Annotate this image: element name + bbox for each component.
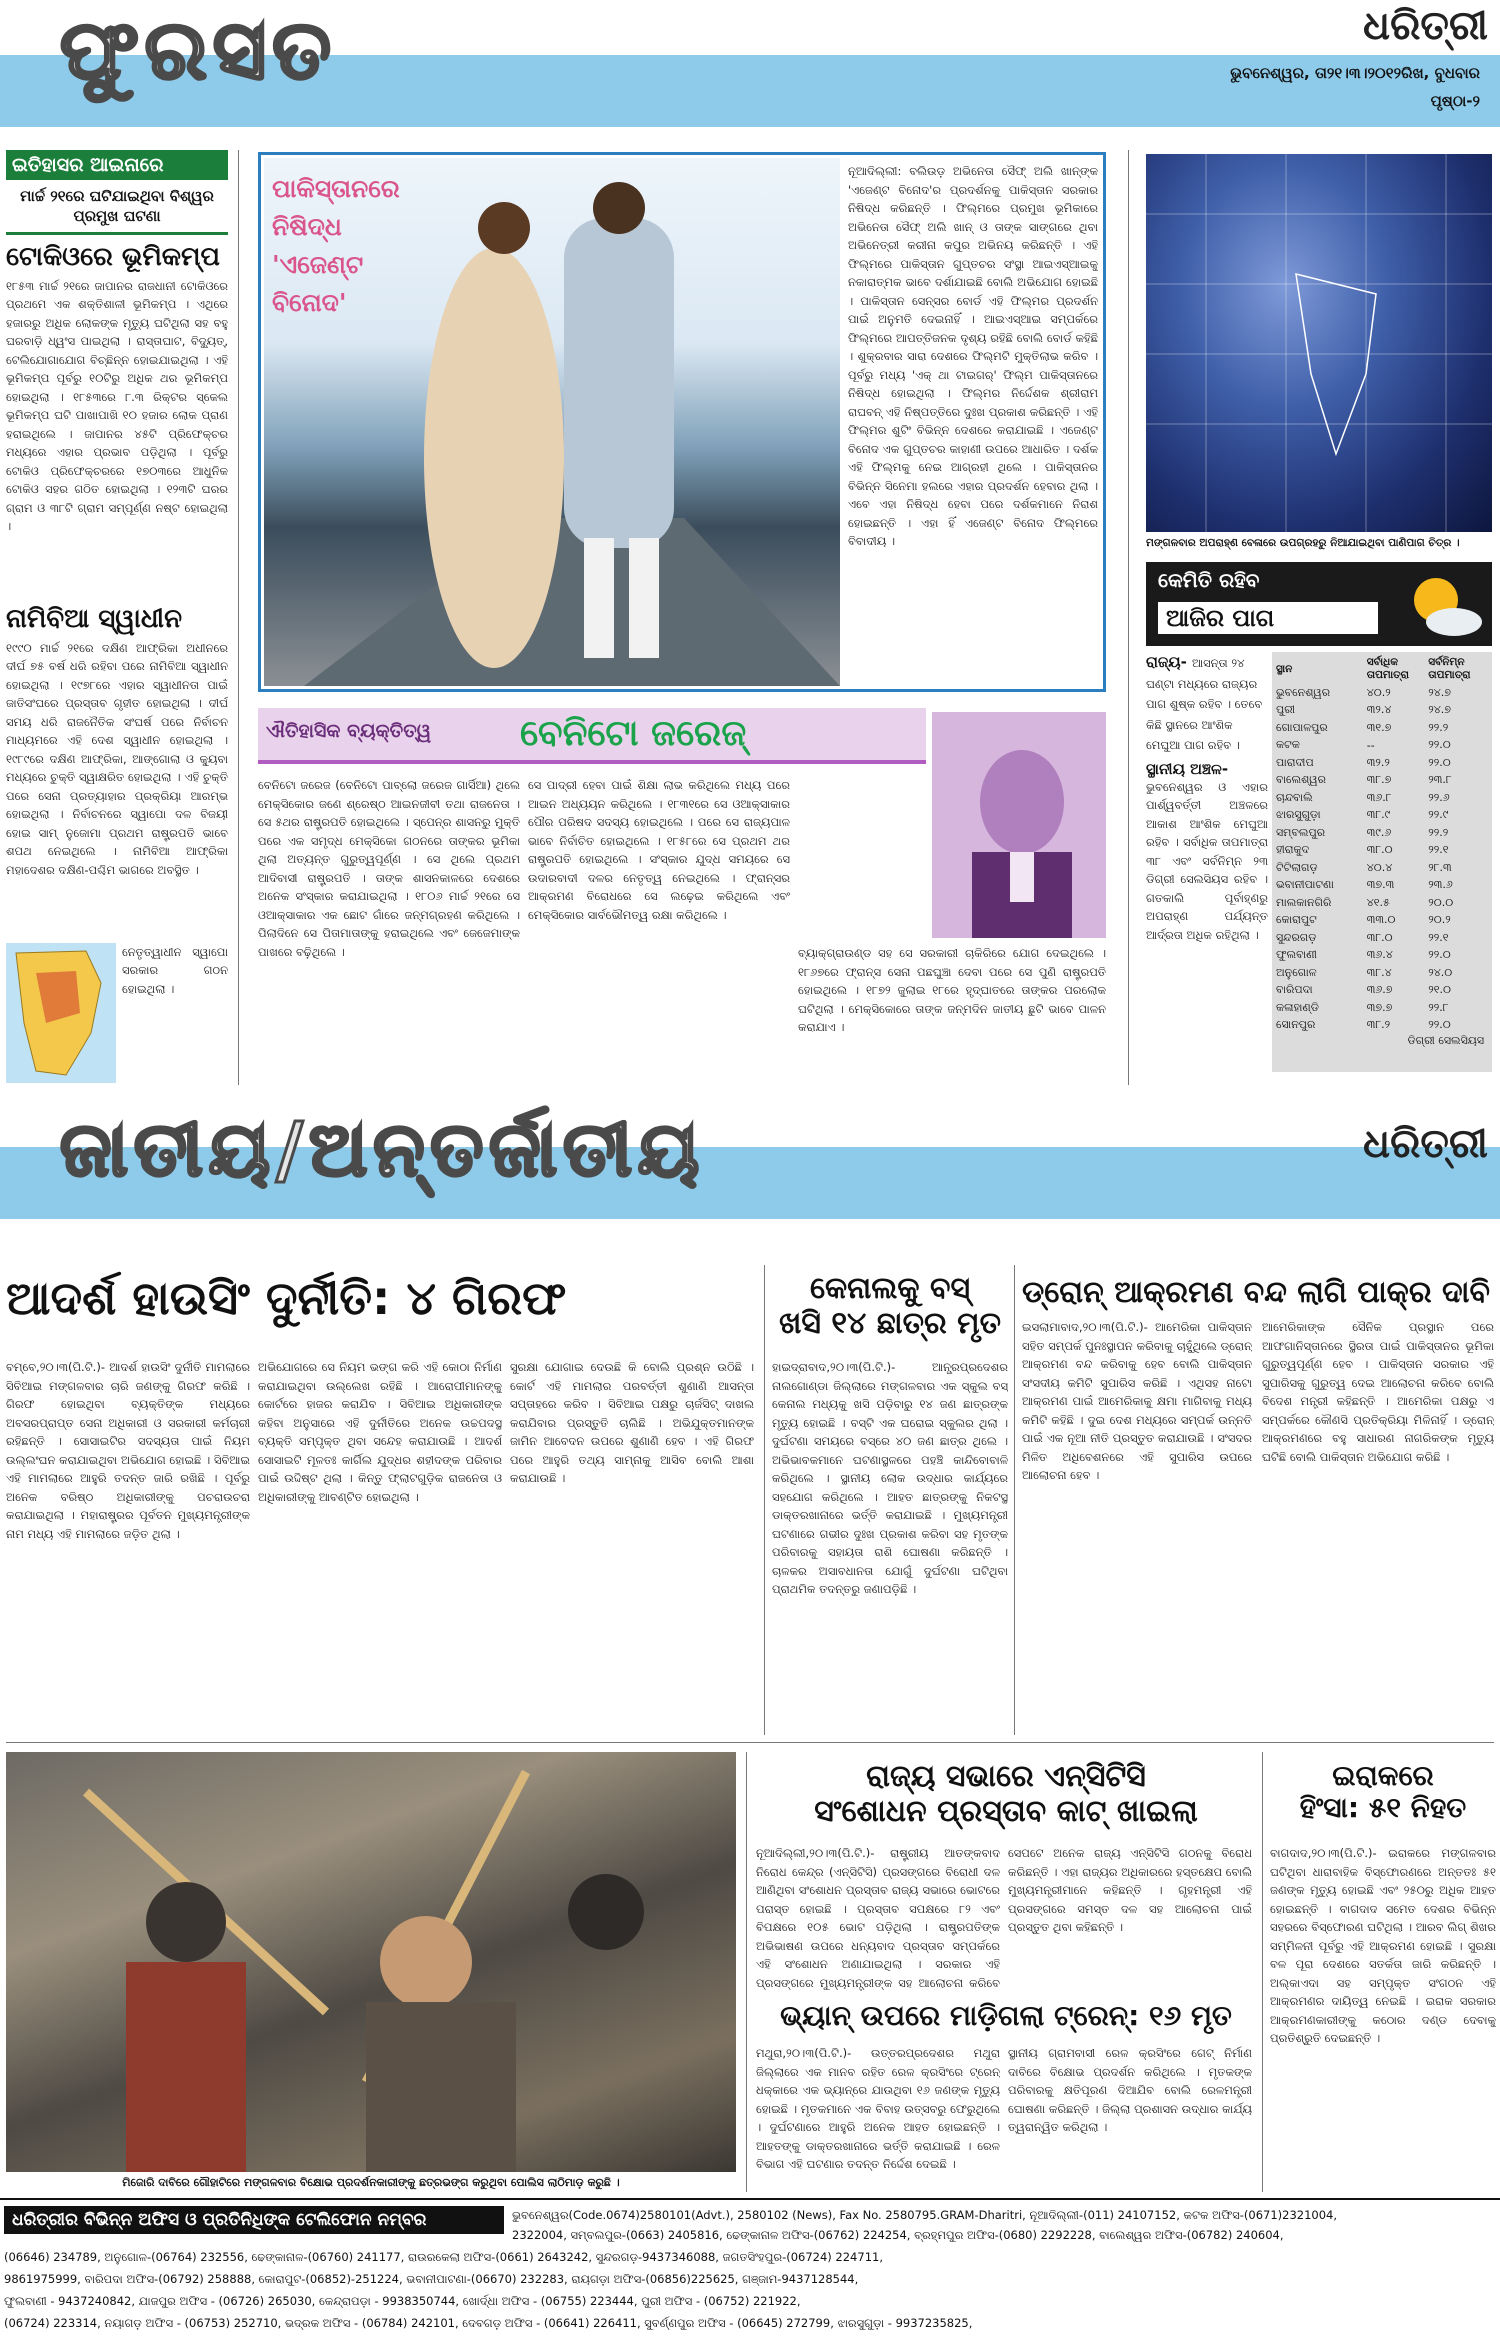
- canal-body: ହାଇଦ୍ରାବାଦ,୨୦।୩(ପି.ଟି.)- ଆନ୍ଧ୍ରପ୍ରଦେଶର ନାଲଗୋଣ୍ଡା ଜିଲ୍ଲାରେ ମଙ୍ଗଳବାର ଏକ ସ୍କୁଲ ବସ୍‌ କେନାଲ ମଧ୍ୟକୁ ଖସି ପଡ଼ିବାରୁ ୧୪ ଜଣ ଛାତ୍ରଙ୍କ ମୃତ୍ୟୁ ହୋଇଛି । ବସ୍‌ଟି ଏକ ଘରୋଇ ସ୍କୁଲର ଥିଲା । ଦୁର୍ଘଟଣା ସମୟରେ ବସ୍‌ରେ ୪୦ ଜଣ ଛାତ୍ର ଥିଲେ । ଅଭିଭାବକମାନେ ଘଟଣାସ୍ଥଳରେ ପହଞ୍ଚି କାନ୍ଦିବୋବାଳି କରିଥିଲେ । ସ୍ଥାନୀୟ ଲୋକ ଉଦ୍ଧାର କାର୍ଯ୍ୟରେ ସହଯୋଗ କରିଥିଲେ । ଆହତ ଛାତ୍ରଙ୍କୁ ନିକଟସ୍ଥ ଡାକ୍ତରଖାନାରେ ଭର୍ତ୍ତି କରାଯାଇଛି । ମୁଖ୍ୟମନ୍ତ୍ରୀ ଘଟଣାରେ ଗଭୀର ଦୁଃଖ ପ୍ରକାଶ କରିବା ସହ ମୃତଙ୍କ ପରିବାରକୁ ସହାୟତା ରାଶି ଘୋଷଣା କରିଛନ୍ତି । ଚାଳକର ଅସାବଧାନତା ଯୋଗୁଁ ଦୁର୍ଘଟଣା ଘଟିଥିବା ପ୍ରାଥମିକ ତଦନ୍ତରୁ ଜଣାପଡ଼ିଛି ।: [772, 1360, 1008, 1596]
- historical-tag: ଐତିହାସିକ ବ୍ୟକ୍ତିତ୍ୱ: [266, 720, 432, 742]
- weather-min: ୨୨.୦: [1428, 738, 1451, 752]
- rajya-headline-line1: ରାଜ୍ୟ ସଭାରେ ଏନ୍‌ସିଟିସି: [866, 1759, 1146, 1794]
- weather-max: ୩୮.୦: [1366, 930, 1393, 944]
- weather-max: ୩୬.୭: [1366, 983, 1393, 997]
- weather-min: ୨୨.୦: [1428, 1018, 1451, 1032]
- weather-place: ପୁରୀ: [1276, 703, 1295, 717]
- weather-rows: [1274, 684, 1490, 1034]
- weather-text: [1146, 652, 1268, 1072]
- van-headline: ଭ୍ୟାନ୍‌ ଉପରେ ମାଡ଼ିଗଲା ଟ୍ରେନ୍‌: ୧୬ ମୃତ: [780, 1999, 1232, 2032]
- weather-min: ୨୨.୬: [1428, 790, 1450, 804]
- sun-cloud-icon: [1396, 564, 1486, 644]
- weather-max: ୩୩.୦: [1366, 913, 1396, 927]
- weather-row: [1274, 824, 1490, 842]
- rajya-headline: [756, 1760, 1256, 1829]
- weather-min: ୨୨.୦: [1428, 948, 1451, 962]
- temperature-unit-note: ଡିଗ୍ରୀ ସେଲସିୟସ: [1407, 1034, 1484, 1047]
- weather-place: ସୋନପୁର: [1276, 1018, 1316, 1032]
- weather-place: ଭବାନୀପାଟଣା: [1276, 878, 1334, 892]
- weather-row: [1274, 947, 1490, 965]
- namibia-map-image: [6, 943, 116, 1083]
- satellite-grid: [1146, 154, 1492, 532]
- weather-place: ଫୁଲବାଣୀ: [1276, 948, 1317, 962]
- weather-row: [1274, 807, 1490, 825]
- weather-place: ଝାରସୁଗୁଡ଼ା: [1276, 808, 1321, 822]
- iraq-headline-line1: ଇରାକରେ: [1332, 1759, 1434, 1792]
- weather-place: ହୀରାକୁଦ: [1276, 843, 1310, 857]
- weather-place: ଅନୁଗୋଳ: [1276, 965, 1317, 979]
- weather-min: ୨୨.୮: [1428, 1000, 1449, 1014]
- historical-col1: ବେନିଟୋ ଜରେଜ (ବେନିଟୋ ପାବ୍‌ଲୋ ଜରେଜ ଗାର୍ସିଆ) ଥିଲେ ମେକ୍ସିକୋର ଜଣେ ଶ୍ରେଷ୍ଠ ଆଇନଜୀବୀ ତଥା ରାଜନେତା । ସେ ୫ଥର ରାଷ୍ଟ୍ରପତି ହୋଇଥିଲେ । ସ୍ପେନ୍‌ର ଶାସନରୁ ମୁକ୍ତି ପରେ ଏକ ସମୃଦ୍ଧ ମେକ୍ସିକୋ ଗଠନରେ ତାଙ୍କର ଭୂମିକା ଥିଲା ଅତ୍ୟନ୍ତ ଗୁରୁତ୍ୱପୂର୍ଣ୍ଣ । ସେ ଥିଲେ ପ୍ରଥମ ଆଦିବାସୀ ରାଷ୍ଟ୍ରପତି । ତାଙ୍କ ଶାସନକାଳରେ ଦେଶରେ ଅନେକ ସଂସ୍କାର କରାଯାଇଥିଲା । ୧୮୦୬ ମାର୍ଚ୍ଚ ୨୧ରେ ସେ ଓଆକ୍ସାକାର ଏକ ଛୋଟ ଗାଁରେ ଜନ୍ମଗ୍ରହଣ କରିଥିଲେ । ପିଲାଦିନେ ସେ ପିତାମାତାଙ୍କୁ ହରାଇଥିଲେ ଏବଂ ଜେଜେମାଙ୍କ ପାଖରେ ବଢ଼ିଥିଲେ ।: [258, 778, 520, 959]
- weather-place: ଚାନ୍ଦବାଲି: [1276, 790, 1313, 804]
- weather-max: ୪୧.୫: [1366, 895, 1390, 909]
- weather-place: ପାରାଦୀପ: [1276, 755, 1314, 769]
- section-title-phurasata: ଫୁରସତ: [60, 2, 337, 98]
- weather-table: [1274, 654, 1490, 1034]
- section-title-national: ଜାତୀୟ/ଅନ୍ତର୍ଜାତୀୟ: [60, 1107, 706, 1193]
- drone-col1: ଇସଲାମାବାଦ,୨୦।୩(ପି.ଟି.)- ଆମେରିକା ପାକିସ୍ତାନ ସହିତ ସମ୍ପର୍କ ପୁନଃସ୍ଥାପନ କରିବାକୁ ଚାହୁଁଥିଲେ ଡ୍ରୋନ୍‌ ଆକ୍ରମଣ ବନ୍ଦ କରିବାକୁ ହେବ ବୋଲି ପାକିସ୍ତାନ ସଂସଦୀୟ କମିଟି ସୁପାରିସ କରିଛି । ଏଥିସହ ନାଟୋ ଆକ୍ରମଣ ପାଇଁ ଆମେରିକାକୁ କ୍ଷମା ମାଗିବାକୁ ମଧ୍ୟ କମିଟି କହିଛି । ଦୁଇ ଦେଶ ମଧ୍ୟରେ ସମ୍ପର୍କ ଉନ୍ନତି ପାଇଁ ଏକ ନୂଆ ନୀତି ପ୍ରସ୍ତୁତ କରାଯାଉଛି । ସଂସଦର ମିଳିତ ଅଧିବେଶନରେ ଏହି ସୁପାରିସ ଉପରେ ଆଲୋଚନା ହେବ ।: [1022, 1320, 1252, 1482]
- weather-max: ୩୮.୪: [1366, 965, 1392, 979]
- local-label: ସ୍ଥାନୀୟ ଅଞ୍ଚଳ-: [1146, 759, 1229, 778]
- historical-name: ବେନିଟୋ ଜରେଜ୍: [520, 713, 747, 754]
- adarsh-col1: ବମ୍ବେ,୨୦।୩(ପି.ଟି.)- ଆଦର୍ଶ ହାଉସିଂ ଦୁର୍ନୀତି ମାମଲାରେ ସିବିଆଇ ମଙ୍ଗଳବାର ଚାରି ଜଣଙ୍କୁ ଗିରଫ କରିଛି । ଗିରଫ ହୋଇଥିବା ବ୍ୟକ୍ତିଙ୍କ ମଧ୍ୟରେ ଅବସରପ୍ରାପ୍ତ ସେନା ଅଧିକାରୀ ଓ ସରକାରୀ କର୍ମଚାରୀ ରହିଛନ୍ତି । ସୋସାଇଟିର ସଦସ୍ୟତା ପାଇଁ ନିୟମ ଉଲ୍ଲଂଘନ କରାଯାଇଥିବା ଅଭିଯୋଗ ହୋଇଛି । ସିବିଆଇ ଏହି ମାମଲାରେ ଆହୁରି ତଦନ୍ତ ଜାରି ରଖିଛି । ପୂର୍ବରୁ ଅନେକ ବରିଷ୍ଠ ଅଧିକାରୀଙ୍କୁ ପଚରାଉଚରା କରାଯାଇଥିଲା । ମହାରାଷ୍ଟ୍ରର ପୂର୍ବତନ ମୁଖ୍ୟମନ୍ତ୍ରୀଙ୍କ ନାମ ମଧ୍ୟ ଏହି ମାମଲାରେ ଜଡ଼ିତ ଥିଲା ।: [6, 1360, 250, 1541]
- rajya-headline-line2: ସଂଶୋଧନ ପ୍ରସ୍ତାବ କାଟ୍‌ ଖାଇଲା: [814, 1793, 1198, 1829]
- weather-min: ୨୪.୦: [1428, 965, 1453, 979]
- weather-title-line1: କେମିତି ରହିବ: [1158, 568, 1260, 592]
- weather-row: [1274, 912, 1490, 930]
- iraq-headline-line2: ହିଂସା: ୫୧ ନିହତ: [1299, 1791, 1467, 1825]
- adarsh-col3: ସୁରକ୍ଷା ଯୋଗାଇ ଦେଉଛି କି ବୋଲି ପ୍ରଶ୍ନ ଉଠିଛି । କୋର୍ଟ ଏହି ମାମଲାର ପରବର୍ତ୍ତୀ ଶୁଣାଣି ଆସନ୍ତା ସପ୍ତାହରେ କରିବ । ସିବିଆଇ ପକ୍ଷରୁ ଚାର୍ଜସିଟ୍‌ ଦାଖଲ କରାଯିବାର ପ୍ରସ୍ତୁତି ଚାଲିଛି । ଅଭିଯୁକ୍ତମାନଙ୍କ ଜାମିନ ଆବେଦନ ଉପରେ ଶୁଣାଣି ହେବ । ଏହି ଗିରଫ ପରେ ଆହୁରି ତଥ୍ୟ ସାମ୍ନାକୁ ଆସିବ ବୋଲି ଆଶା କରାଯାଉଛି ।: [510, 1360, 754, 1485]
- col-min: ସର୍ବନିମ୍ନ ତାପମାତ୍ରା: [1428, 656, 1471, 681]
- historical-col3: ବ୍ୟାକ୍‌ଗ୍ରାଉଣ୍ଡ ସହ ସେ ସରକାରୀ ଚାକିରିରେ ଯୋଗ ଦେଇଥିଲେ । ୧୮୬୭ରେ ଫ୍ରାନ୍ସ ସେନା ପଛଘୁଞ୍ଚା ଦେବା ପରେ ସେ ପୁଣି ରାଷ୍ଟ୍ରପତି ହୋଇଥିଲେ । ୧୮୭୨ ଜୁଲାଇ ୧୮ରେ ହୃଦ୍‌ଘାତରେ ତାଙ୍କର ପରଲୋକ ଘଟିଥିଲା । ମେକ୍ସିକୋରେ ତାଙ୍କ ଜନ୍ମଦିନ ଜାତୀୟ ଛୁଟି ଭାବେ ପାଳନ କରାଯାଏ ।: [798, 946, 1106, 1034]
- drone-headline: ଡ୍ରୋନ୍‌ ଆକ୍ରମଣ ବନ୍ଦ ଲାଗି ପାକ୍‌ର ଦାବି: [1022, 1275, 1490, 1310]
- weather-place: ସମ୍ବଲପୁର: [1276, 825, 1326, 839]
- history-subheading: ମାର୍ଚ୍ଚ ୨୧ରେ ଘଟିଯାଇଥିବା ବିଶ୍ୱର ପ୍ରମୁଖ ଘଟଣା: [6, 180, 228, 235]
- brand-logo-2: ଧରିତ୍ରୀ: [1363, 1120, 1488, 1167]
- column-rule: [1262, 1752, 1263, 2192]
- weather-min: ୨୨.୨: [1428, 720, 1449, 734]
- weather-min: ୨୨.୯: [1428, 808, 1449, 822]
- weather-max: ୩୮.୯: [1366, 808, 1391, 822]
- footer-line6: (06724) 223314, ନୟାଗଡ଼ ଅଫିସ - (06753) 252710, ଭଦ୍ରକ ଅଫିସ - (06784) 242101, ଦେବଗଡ଼ ଅଫିସ - (06641) 226411, ସୁବର୍ଣ୍ଣପୁର ଅଫିସ - (06645) 272799, ଝାରସୁଗୁଡ଼ା - 9937235825,: [4, 2316, 973, 2330]
- column-rule: [764, 1265, 765, 1735]
- section-rule: [6, 1742, 1494, 1743]
- weather-max: ୪୦.୪: [1366, 860, 1393, 874]
- weather-row: [1274, 964, 1490, 982]
- col-max: ସର୍ବାଧିକ ତାପମାତ୍ରା: [1366, 656, 1410, 681]
- weather-place: କଟକ: [1276, 738, 1300, 752]
- weather-row: [1274, 894, 1490, 912]
- weather-place: ଟିଟିଲାଗଡ଼: [1276, 860, 1318, 874]
- weather-row: [1274, 737, 1490, 755]
- news-photo: [6, 1752, 736, 2172]
- weather-max: ୩୮.୭: [1366, 773, 1392, 787]
- weather-min: ୨୨.୦: [1428, 755, 1451, 769]
- weather-row: [1274, 929, 1490, 947]
- footer-line4: 9861975999, ବାରିପଦା ଅଫିସ-(06792) 258888, କୋରାପୁଟ-(06852)-251224, ଭବାନୀପାଟଣା-(06670) 232283, ରାୟଗଡ଼ା ଅଫିସ-(06856)225625, ଗଞ୍ଜାମ-9437128544,: [4, 2272, 859, 2286]
- feature-headline-line4: ବିନୋଦ': [272, 288, 347, 317]
- drone-col2: ଆମେରିକାଙ୍କ ସୈନିକ ପ୍ରସ୍ଥାନ ପରେ ଆଫଗାନିସ୍ତାନରେ ସ୍ଥିରତା ପାଇଁ ପାକିସ୍ତାନର ଭୂମିକା ଗୁରୁତ୍ୱପୂର୍ଣ୍ଣ ହେବ । ପାକିସ୍ତାନ ସରକାର ଏହି ସୁପାରିସକୁ ଗୁରୁତ୍ୱ ଦେଇ ଆଲୋଚନା କରିବେ ବୋଲି ବିଦେଶ ମନ୍ତ୍ରୀ କହିଛନ୍ତି । ଆମେରିକା ପକ୍ଷରୁ ଏ ସମ୍ପର୍କରେ କୌଣସି ପ୍ରତିକ୍ରିୟା ମିଳିନାହିଁ । ଡ୍ରୋନ୍‌ ଆକ୍ରମଣରେ ବହୁ ସାଧାରଣ ନାଗରିକଙ୍କ ମୃତ୍ୟୁ ଘଟିଛି ବୋଲି ପାକିସ୍ତାନ ଅଭିଯୋଗ କରିଛି ।: [1262, 1320, 1494, 1464]
- historical-col3-top: [798, 776, 924, 936]
- state-text: ଆସନ୍ତା ୨୪ ଘଣ୍ଟା ମଧ୍ୟରେ ରାଜ୍ୟର ପାଗ ଶୁଷ୍କ ରହିବ । ତେବେ କିଛି ସ୍ଥାନରେ ଆଂଶିକ ମେଘୁଆ ପାଗ ରହିବ ।: [1146, 656, 1263, 752]
- footer-line1: ଭୁବନେଶ୍ୱର(Code.0674)2580101(Advt.), 2580102 (News), Fax No. 2580795.GRAM-Dharitri, ନୂଆଦିଲ୍ଲୀ-(011) 24107152, କଟକ ଅଫିସ-(0671)2321004,: [512, 2208, 1338, 2222]
- footer-line3: (06646) 234789, ଅନୁଗୋଳ-(06764) 232556, ଢେଙ୍କାନାଳ-(06760) 241177, ରାଉରକେଲା ଅଫିସ-(0661) 2643242, ସୁନ୍ଦରଗଡ଼-9437346088, ଜଗତସିଂହପୁର-(06724) 224711,: [4, 2250, 883, 2264]
- news-photo-figures: [6, 1752, 736, 2172]
- weather-place: ସୁନ୍ଦରଗଡ଼: [1276, 930, 1317, 944]
- weather-max: ୩୯.୬: [1366, 825, 1392, 839]
- weather-place: ମାଲକାନଗିରି: [1276, 895, 1332, 909]
- satellite-image: [1146, 154, 1492, 532]
- footer-line2: 2322004, ସମ୍ବଲପୁର-(0663) 2405816, ଢେଙ୍କାନାଳ ଅଫିସ-(06762) 224254, ବ୍ରହ୍ମପୁର ଅଫିସ-(0680) 2292228, ବାଲେଶ୍ୱର ଅଫିସ-(06782) 240604,: [512, 2228, 1284, 2242]
- page-number: ପୃଷ୍ଠା-୨: [1430, 92, 1480, 110]
- dateline: ଭୁବନେଶ୍ୱର, ତା୨୧।୩।୨୦୧୨ରିଖ, ବୁଧବାର: [1230, 64, 1480, 82]
- weather-max: ୩୮.୦: [1366, 843, 1393, 857]
- weather-min: ୨୧.୦: [1428, 983, 1451, 997]
- weather-row: [1274, 842, 1490, 860]
- weather-max: --: [1366, 738, 1375, 752]
- iraq-body: ବାଗଦାଦ,୨୦।୩(ପି.ଟି.)- ଇରାକରେ ମଙ୍ଗଳବାର ଘଟିଥିବା ଧାରାବାହିକ ବିସ୍ଫୋରଣରେ ଅନ୍ତତଃ ୫୧ ଜଣଙ୍କ ମୃତ୍ୟୁ ହୋଇଛି ଏବଂ ୨୫୦ରୁ ଅଧିକ ଆହତ ହୋଇଛନ୍ତି । ବାଗଦାଦ ସମେତ ଦେଶର ବିଭିନ୍ନ ସହରରେ ବିସ୍ଫୋରଣ ଘଟିଥିଲା । ଆରବ ଲିଗ୍‌ ଶିଖର ସମ୍ମିଳନୀ ପୂର୍ବରୁ ଏହି ଆକ୍ରମଣ ହୋଇଛି । ସୁରକ୍ଷା ବଳ ପୂରା ଦେଶରେ ସତର୍କତା ଜାରି କରିଛନ୍ତି । ଅଲ୍‌କାଏଦା ସହ ସମ୍ପୃକ୍ତ ସଂଗଠନ ଏହି ଆକ୍ରମଣର ଦାୟିତ୍ୱ ନେଇଛି । ଇରାକ ସରକାର ଆକ୍ରମଣକାରୀଙ୍କୁ କଠୋର ଦଣ୍ଡ ଦେବାକୁ ପ୍ରତିଶ୍ରୁତି ଦେଇଛନ୍ତି ।: [1270, 1846, 1496, 2045]
- weather-min: ୨୦.୦: [1428, 895, 1454, 909]
- weather-row: [1274, 859, 1490, 877]
- history-heading: ଇତିହାସର ଆଇନାରେ: [6, 150, 228, 180]
- weather-title-line2: ଆଜିର ପାଗ: [1158, 602, 1378, 634]
- weather-place: ଗୋପାଳପୁର: [1276, 720, 1328, 734]
- adarsh-headline: ଆଦର୍ଶ ହାଉସିଂ ଦୁର୍ନୀତି: ୪ ଗିରଫ: [6, 1271, 567, 1325]
- footer-label: ଧରିତ୍ରୀର ବିଭିନ୍ନ ଅଫିସ ଓ ପ୍ରତିନିଧିଙ୍କ ଟେଲିଫୋନ ନମ୍ବର: [4, 2206, 504, 2234]
- news-photo-caption: ମିଜୋରି ଦାବିରେ ଗୌହାଟିରେ ମଙ୍ଗଳବାର ବିକ୍ଷୋଭ ପ୍ରଦର୍ଶନକାରୀଙ୍କୁ ଛତ୍ରଭଙ୍ଗ କରୁଥିବା ପୋଲିସ ଲାଠିମାଡ଼ କରୁଛି ।: [122, 2176, 620, 2189]
- adarsh-col2: ଅଭିଯୋଗରେ ସେ ନିୟମ ଭଙ୍ଗ କରି ଏହି କୋଠା ନିର୍ମାଣ କରାଯାଇଥିବା ଉଲ୍ଲେଖ ରହିଛି । ଆରୋପୀମାନଙ୍କୁ କୋର୍ଟରେ ହାଜର କରାଯିବ । ସିବିଆଇ ଅଧିକାରୀଙ୍କ କହିବା ଅନୁସାରେ ଏହି ଦୁର୍ନୀତିରେ ଅନେକ ଉଚ୍ଚପଦସ୍ଥ ବ୍ୟକ୍ତି ସମ୍ପୃକ୍ତ ଥିବା ସନ୍ଦେହ କରାଯାଉଛି । ଆଦର୍ଶ ସୋସାଇଟି ମୂଳତଃ କାର୍ଗିଲ ଯୁଦ୍ଧର ଶହୀଦଙ୍କ ପରିବାର ପାଇଁ ଉଦ୍ଦିଷ୍ଟ ଥିଲା । କିନ୍ତୁ ଫ୍ଲାଟଗୁଡ଼ିକ ରାଜନେତା ଓ ଅଧିକାରୀଙ୍କୁ ଆବଣ୍ଟିତ ହୋଇଥିଲା ।: [258, 1360, 502, 1504]
- canal-headline-line2: ଖସି ୧୪ ଛାତ୍ର ମୃତ: [778, 1305, 1001, 1341]
- namibia-map: [6, 943, 228, 1083]
- local-text: ଭୁବନେଶ୍ୱର ଓ ଏହାର ପାର୍ଶ୍ୱବର୍ତ୍ତୀ ଅଞ୍ଚଳରେ ଆକାଶ ଆଂଶିକ ମେଘୁଆ ରହିବ । ସର୍ବାଧିକ ତାପମାତ୍ରା ୩୮ ଏବଂ ସର୍ବନିମ୍ନ ୨୩ ଡିଗ୍ରୀ ସେଲସିୟସ ରହିବ । ଗତକାଲି ପୂର୍ବାହ୍ଣରୁ ଅପରାହ୍ଣ ପର୍ଯ୍ୟନ୍ତ ଆର୍ଦ୍ରତା ଅଧିକ ରହିଥିଲା ।: [1146, 779, 1268, 942]
- weather-row: [1274, 789, 1490, 807]
- weather-row: [1274, 772, 1490, 790]
- weather-min: ୨୮.୩: [1428, 860, 1452, 874]
- weather-place: ବାରିପଦା: [1276, 983, 1313, 997]
- van-col1: ମଥୁରା,୨୦।୩(ପି.ଟି.)- ଉତ୍ତରପ୍ରଦେଶର ମଥୁରା ଜିଲ୍ଲାରେ ଏକ ମାନବ ରହିତ ରେଳ କ୍ରସିଂରେ ଟ୍ରେନ୍‌ ଧକ୍କାରେ ଏକ ଭ୍ୟାନ୍‌ରେ ଯାଉଥିବା ୧୬ ଜଣଙ୍କ ମୃତ୍ୟୁ ହୋଇଛି । ମୃତକମାନେ ଏକ ବିବାହ ଉତ୍ସବରୁ ଫେରୁଥିଲେ । ଦୁର୍ଘଟଣାରେ ଆହୁରି ଅନେକ ଆହତ ହୋଇଛନ୍ତି । ଆହତଙ୍କୁ ଡାକ୍ତରଖାନାରେ ଭର୍ତ୍ତି କରାଯାଇଛି । ରେଳ ବିଭାଗ ଏହି ଘଟଣାର ତଦନ୍ତ ନିର୍ଦ୍ଦେଶ ଦେଇଛି ।: [756, 2046, 1000, 2171]
- feature-body: ନୂଆଦିଲ୍ଲୀ: ବଲିଉଡ଼ ଅଭିନେତା ସୈଫ୍‌ ଅଲି ଖାନ୍‌ଙ୍କ 'ଏଜେଣ୍ଟ ବିନୋଦ'ର ପ୍ରଦର୍ଶନକୁ ପାକିସ୍ତାନ ସରକାର ନିଷିଦ୍ଧ କରିଛନ୍ତି । ଫିଲ୍ମରେ ପ୍ରମୁଖ ଭୂମିକାରେ ଅଭିନେତା ସୈଫ୍‌ ଅଲି ଖାନ୍‌ ଓ ତାଙ୍କ ସାଙ୍ଗରେ ଥିବା ଅଭିନେତ୍ରୀ କରୀନା କପୁର ଅଭିନୟ କରିଛନ୍ତି । ଏହି ଫିଲ୍ମରେ ପାକିସ୍ତାନ ଗୁପ୍ତଚର ସଂସ୍ଥା ଆଇଏସ୍‌ଆଇକୁ ନକାରାତ୍ମକ ଭାବେ ଦର୍ଶାଯାଇଛି ବୋଲି ଅଭିଯୋଗ ହୋଇଛି । ପାକିସ୍ତାନ ସେନ୍ସର ବୋର୍ଡ ଏହି ଫିଲ୍ମର ପ୍ରଦର୍ଶନ ପାଇଁ ଅନୁମତି ଦେଇନାହିଁ । ଆଇଏସ୍‌ଆଇ ସମ୍ପର୍କରେ ଫିଲ୍ମରେ ଆପତ୍ତିଜନକ ଦୃଶ୍ୟ ରହିଛି ବୋଲି ବୋର୍ଡ କହିଛି । ଶୁକ୍ରବାର ସାରା ଦେଶରେ ଫିଲ୍ମଟି ମୁକ୍ତିଲାଭ କରିବ । ପୂର୍ବରୁ ମଧ୍ୟ 'ଏକ୍‌ ଥା ଟାଇଗର୍‌' ଫିଲ୍ମ ପାକିସ୍ତାନରେ ନିଷିଦ୍ଧ ହୋଇଥିଲା । ଫିଲ୍ମର ନିର୍ଦ୍ଦେଶକ ଶ୍ରୀରାମ ରାଘବନ୍‌ ଏହି ନିଷ୍ପତ୍ତିରେ ଦୁଃଖ ପ୍ରକାଶ କରିଛନ୍ତି । ଏହି ଫିଲ୍ମର ଶୁଟିଂ ବିଭିନ୍ନ ଦେଶରେ କରାଯାଇଛି । ଏଜେଣ୍ଟ ବିନୋଦ ଏକ ଗୁପ୍ତଚର କାହାଣୀ ଉପରେ ଆଧାରିତ । ଦର୍ଶକ ଏହି ଫିଲ୍ମକୁ ନେଇ ଆଗ୍ରହୀ ଥିଲେ । ପାକିସ୍ତାନର ବିଭିନ୍ନ ସିନେମା ହଲରେ ଏହାର ପ୍ରଦର୍ଶନ ହେବାର ଥିଲା । ଏବେ ଏହା ନିଷିଦ୍ଧ ହେବା ପରେ ଦର୍ଶକମାନେ ନିରାଶ ହୋଇଛନ୍ତି । ଏହା ହିଁ ଏଜେଣ୍ଟ ବିନୋଦ ଫିଲ୍ମରେ ବିବାଦୀୟ ।: [848, 164, 1098, 548]
- weather-max: ୩୭.୩: [1366, 878, 1395, 892]
- state-label: ରାଜ୍ୟ-: [1146, 653, 1187, 671]
- weather-row: [1274, 684, 1490, 702]
- weather-max: ୩୬.୮: [1366, 790, 1392, 804]
- portrait-image: [932, 712, 1106, 938]
- rajya-body2: ସେପଟେ ଅନେକ ରାଜ୍ୟ ଏନ୍‌ସିଟିସି ଗଠନକୁ ବିରୋଧ କରିଛନ୍ତି । ଏହା ରାଜ୍ୟର ଅଧିକାରରେ ହସ୍ତକ୍ଷେପ ବୋଲି ମୁଖ୍ୟମନ୍ତ୍ରୀମାନେ କହିଛନ୍ତି । ଗୃହମନ୍ତ୍ରୀ ଏହି ପ୍ରସଙ୍ଗରେ ସମସ୍ତ ଦଳ ସହ ଆଲୋଚନା ପାଇଁ ପ୍ରସ୍ତୁତ ଥିବା କହିଛନ୍ତି ।: [1008, 1846, 1252, 1934]
- weather-max: ୩୬.୪: [1366, 948, 1393, 962]
- van-col2: ସ୍ଥାନୀୟ ଗ୍ରାମବାସୀ ରେଳ କ୍ରସିଂରେ ଗେଟ୍‌ ନିର୍ମାଣ ଦାବିରେ ବିକ୍ଷୋଭ ପ୍ରଦର୍ଶନ କରିଥିଲେ । ମୃତକଙ୍କ ପରିବାରକୁ କ୍ଷତିପୂରଣ ଦିଆଯିବ ବୋଲି ରେଳମନ୍ତ୍ରୀ ଘୋଷଣା କରିଛନ୍ତି । ଜିଲ୍ଲା ପ୍ରଶାସନ ଉଦ୍ଧାର କାର୍ଯ୍ୟ ତ୍ୱରାନ୍ୱିତ କରିଥିଲା ।: [1008, 2046, 1252, 2134]
- column-rule: [1014, 1265, 1015, 1735]
- footer-line5: ଫୁଲବାଣୀ - 9437240842, ଯାଜପୁର ଅଫିସ - (06726) 265030, କେନ୍ଦ୍ରାପଡ଼ା - 9938350744, ଖୋର୍ଦ୍ଧା ଅଫିସ - (06755) 223444, ପୁରୀ ଅଫିସ - (06752) 221922,: [4, 2294, 801, 2308]
- history-item2-title: ନାମିବିଆ ସ୍ୱାଧୀନ: [6, 603, 182, 634]
- historical-portrait: [932, 712, 1106, 938]
- weather-min: ୨୪.୭: [1428, 703, 1452, 717]
- history-item1-title: ଟୋକିଓରେ ଭୂମିକମ୍ପ: [6, 242, 220, 272]
- weather-max: ୩୭.୭: [1366, 1000, 1393, 1014]
- weather-max: ୩୧.୭: [1366, 720, 1392, 734]
- feature-headline-line2: ନିଷିଦ୍ଧ: [272, 212, 342, 241]
- rajya-body: ନୂଆଦିଲ୍ଲୀ,୨୦।୩(ପି.ଟି.)- ରାଷ୍ଟ୍ରୀୟ ଆତଙ୍କବାଦ ନିରୋଧ କେନ୍ଦ୍ର (ଏନ୍‌ସିଟିସି) ପ୍ରସଙ୍ଗରେ ବିରୋଧୀ ଦଳ ଆଣିଥିବା ସଂଶୋଧନ ପ୍ରସ୍ତାବ ରାଜ୍ୟ ସଭାରେ ଭୋଟରେ ପରାସ୍ତ ହୋଇଛି । ପ୍ରସ୍ତାବ ସପକ୍ଷରେ ୮୨ ଏବଂ ବିପକ୍ଷରେ ୧୦୫ ଭୋଟ ପଡ଼ିଥିଲା । ରାଷ୍ଟ୍ରପତିଙ୍କ ଅଭିଭାଷଣ ଉପରେ ଧନ୍ୟବାଦ ପ୍ରସ୍ତାବ ସମ୍ପର୍କରେ ଏହି ସଂଶୋଧନ ଅଣାଯାଇଥିଲା । ସରକାର ଏହି ପ୍ରସଙ୍ଗରେ ମୁଖ୍ୟମନ୍ତ୍ରୀଙ୍କ ସହ ଆଲୋଚନା କରିବେ: [756, 1846, 1000, 1990]
- column-rule: [238, 150, 239, 1085]
- feature-headline-line3: 'ଏଜେଣ୍ଟ: [272, 250, 364, 279]
- weather-row: [1274, 702, 1490, 720]
- weather-place: କଳାହାଣ୍ଡି: [1276, 1000, 1319, 1014]
- weather-header: [1146, 562, 1492, 646]
- col-place: ସ୍ଥାନ: [1276, 662, 1293, 675]
- feature-headline: [272, 170, 412, 322]
- weather-min: ୨୨.୨: [1428, 825, 1449, 839]
- history-column: [6, 150, 228, 1085]
- history-item2-tail: ନେତୃତ୍ୱାଧୀନ ସ୍ୱାପୋ ସରକାର ଗଠନ ହୋଇଥିଲା ।: [122, 944, 228, 996]
- historical-col2: ସେ ପାଦ୍ରୀ ହେବା ପାଇଁ ଶିକ୍ଷା ଲାଭ କରିଥିଲେ ମଧ୍ୟ ପରେ ଆଇନ ଅଧ୍ୟୟନ କରିଥିଲେ । ୧୮୩୧ରେ ସେ ଓଆକ୍ସାକାର ପୌର ପରିଷଦ ସଦସ୍ୟ ହୋଇଥିଲେ । ପରେ ସେ ରାଜ୍ୟପାଳ ଭାବେ ନିର୍ବାଚିତ ହୋଇଥିଲେ । ୧୮୫୮ରେ ସେ ପ୍ରଥମ ଥର ରାଷ୍ଟ୍ରପତି ହୋଇଥିଲେ । ସଂସ୍କାର ଯୁଦ୍ଧ ସମୟରେ ସେ ଉଦାରବାଦୀ ଦଳର ନେତୃତ୍ୱ ନେଇଥିଲେ । ଫ୍ରାନ୍ସର ଆକ୍ରମଣ ବିରୋଧରେ ସେ ଲଢ଼େଇ କରିଥିଲେ ଏବଂ ମେକ୍ସିକୋର ସାର୍ବଭୌମତ୍ୱ ରକ୍ଷା କରିଥିଲେ ।: [528, 778, 790, 922]
- weather-row: [1274, 719, 1490, 737]
- weather-min: ୨୩.୮: [1428, 773, 1452, 787]
- history-item2-text: ୧୯୯୦ ମାର୍ଚ୍ଚ ୨୧ରେ ଦକ୍ଷିଣ ଆଫ୍ରିକା ଅଧୀନରେ ଦୀର୍ଘ ୭୫ ବର୍ଷ ଧରି ରହିବା ପରେ ନାମିବିଆ ସ୍ୱାଧୀନ ହୋଇଥିଲା । ୧୯୭୮ରେ ଏହାର ସ୍ୱାଧୀନତା ପାଇଁ ଜାତିସଂଘରେ ପ୍ରସ୍ତାବ ଗୃହୀତ ହୋଇଥିଲା । ଦୀର୍ଘ ସମୟ ଧରି ରାଜନୈତିକ ସଂଘର୍ଷ ପରେ ନିର୍ବାଚନ ମାଧ୍ୟମରେ ଏହି ଦେଶ ସ୍ୱାଧୀନ ହୋଇଥିଲା । ୧୯୮୯ରେ ଦକ୍ଷିଣ ଆଫ୍ରିକା, ଆଙ୍ଗୋଲା ଓ କ୍ୟୁବା ମଧ୍ୟରେ ଚୁକ୍ତି ସ୍ୱାକ୍ଷରିତ ହୋଇଥିଲା । ଏହି ଚୁକ୍ତି ପରେ ସେନା ପ୍ରତ୍ୟାହାର ପ୍ରକ୍ରିୟା ଆରମ୍ଭ ହୋଇଥିଲା । ନିର୍ବାଚନରେ ସ୍ୱାପୋ ଦଳ ବିଜୟୀ ହୋଇ ସାମ୍ ନୁଜୋମା ପ୍ରଥମ ରାଷ୍ଟ୍ରପତି ଭାବେ ଶପଥ ନେଇଥିଲେ । ନାମିବିଆ ଆଫ୍ରିକା ମହାଦେଶର ଦକ୍ଷିଣ-ପଶ୍ଚିମ ଭାଗରେ ଅବସ୍ଥିତ ।: [6, 640, 228, 877]
- iraq-headline: [1270, 1760, 1496, 1824]
- weather-place: ଭୁବନେଶ୍ୱର: [1276, 685, 1331, 699]
- weather-place: ବାଲେଶ୍ୱର: [1276, 773, 1326, 787]
- weather-place: କୋରାପୁଟ: [1276, 913, 1317, 927]
- weather-row: [1274, 1017, 1490, 1035]
- weather-min: ୨୪.୭: [1428, 685, 1452, 699]
- weather-row: [1274, 982, 1490, 1000]
- canal-headline: [772, 1272, 1008, 1341]
- weather-row: [1274, 754, 1490, 772]
- weather-max: ୪୦.୨: [1366, 685, 1391, 699]
- weather-row: [1274, 999, 1490, 1017]
- weather-table-box: [1272, 652, 1492, 1072]
- satellite-caption: ମଙ୍ଗଳବାର ଅପରାହ୍ଣ ବେଳାରେ ଉପଗ୍ରହରୁ ନିଆଯାଇଥିବା ପାଣିପାଗ ଚିତ୍ର ।: [1146, 537, 1460, 549]
- weather-min: ୨୨.୧: [1428, 930, 1449, 944]
- column-rule: [1128, 150, 1129, 1085]
- brand-logo: ଧରିତ୍ରୀ: [1363, 2, 1488, 49]
- feature-headline-line1: ପାକିସ୍ତାନରେ: [272, 174, 400, 203]
- footer: [0, 2198, 1500, 2342]
- weather-min: ୨୩.୬: [1428, 878, 1453, 892]
- weather-min: ୨୦.୨: [1428, 913, 1451, 927]
- column-rule: [746, 1752, 747, 2192]
- weather-max: ୩୨.୨: [1366, 755, 1390, 769]
- weather-max: ୩୮.୨: [1366, 1018, 1391, 1032]
- canal-headline-line1: କେନାଲକୁ ବସ୍‌: [809, 1271, 971, 1306]
- weather-min: ୨୨.୧: [1428, 843, 1449, 857]
- history-item1-text: ୧୮୫୩ ମାର୍ଚ୍ଚ ୨୧ରେ ଜାପାନର ରାଜଧାନୀ ଟୋକିଓରେ ପ୍ରଥମେ ଏକ ଶକ୍ତିଶାଳୀ ଭୂମିକମ୍ପ । ଏଥିରେ ହଜାରରୁ ଅଧିକ ଲୋକଙ୍କ ମୃତ୍ୟୁ ଘଟିଥିଲା ସହ ବହୁ ଘରବାଡ଼ି ଧ୍ୱଂସ ପାଇଥିଲା । ରାସ୍ତାଘାଟ, ବିଦ୍ୟୁତ୍‌, ଟେଲିଯୋଗାଯୋଗ ବିଚ୍ଛିନ୍ନ ହୋଇଯାଇଥିଲା । ଏହି ଭୂମିକମ୍ପ ପୂର୍ବରୁ ୧୦ଟିରୁ ଅଧିକ ଥର ଭୂମିକମ୍ପ ହୋଇଥିଲା । ୧୮୫୩ରେ ୮.୩ ରିକ୍ଟର ସ୍କେଲ ଭୂମିକମ୍ପ ଘଟି ପାଖାପାଖି ୧୦ ହଜାର ଲୋକ ପ୍ରାଣ ହରାଇଥିଲେ । ଜାପାନର ୪୫ଟି ପ୍ରିଫେକ୍ଚର ମଧ୍ୟରେ ଏହାର ପ୍ରଭାବ ପଡ଼ିଥିଲା । ପୂର୍ବରୁ ଟୋକିଓ ପ୍ରିଫେକ୍ଚରରେ ୧୭୦୩ରେ ଆଧୁନିକ ଟୋକିଓ ସହର ଗଠିତ ହୋଇଥିଲା । ୧୨୩ଟି ଘରର ଗ୍ରାମ ଓ ୩୮ଟି ଗ୍ରାମ ସମ୍ପୂର୍ଣ୍ଣ ନଷ୍ଟ ହୋଇଥିଲା ।: [6, 278, 228, 534]
- weather-row: [1274, 877, 1490, 895]
- weather-max: ୩୨.୪: [1366, 703, 1392, 717]
